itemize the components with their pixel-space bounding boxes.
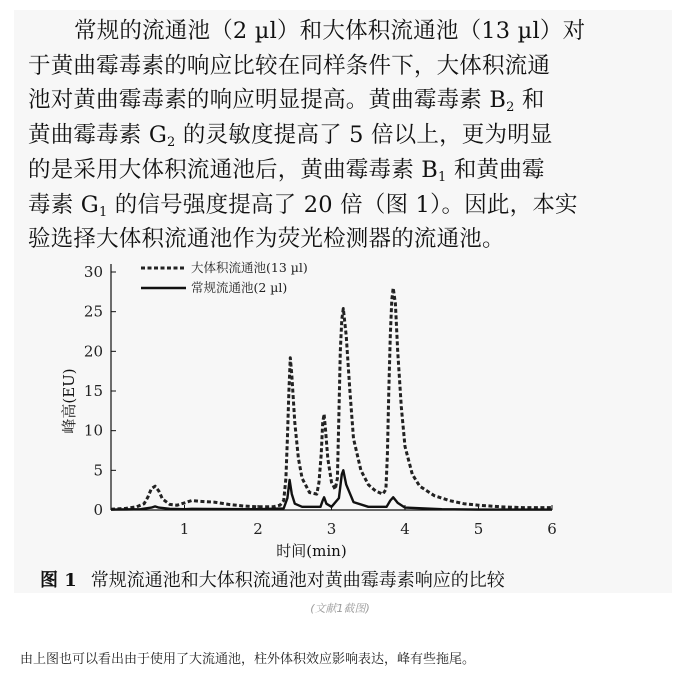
paragraph-line	[28, 188, 593, 223]
figure-caption	[40, 566, 660, 592]
legend-label: 常规流通池(2 µl)	[191, 280, 288, 295]
line-text: 的是采用大体积流通池后，黄曲霉毒素 B	[28, 156, 438, 183]
subscript: 2	[167, 135, 176, 151]
x-tick-label: 5	[473, 520, 484, 538]
chromatogram-chart	[14, 248, 672, 566]
paragraph-line	[28, 118, 593, 153]
body-paragraph	[28, 14, 593, 257]
x-tick-label: 6	[547, 520, 557, 538]
x-tick-label: 3	[326, 520, 337, 538]
paragraph-line	[28, 153, 593, 188]
y-tick-label: 0	[93, 501, 103, 519]
document-excerpt	[14, 10, 672, 593]
figure-number: 图 1	[40, 570, 77, 591]
large-cell-series-line	[111, 288, 552, 509]
commentary-text: 由上图也可以看出由于使用了大流通池，柱外体积效应影响表达，峰有些拖尾。	[20, 652, 476, 667]
paragraph-line: 于黄曲霉毒素的响应比较在同样条件下，大体积流通	[28, 52, 551, 79]
figure-caption-text: 常规流通池和大体积流通池对黄曲霉毒素响应的比较	[90, 570, 505, 591]
x-axis-title: 时间(min)	[276, 542, 347, 560]
subscript: 1	[98, 204, 108, 220]
y-tick-label: 10	[83, 421, 103, 440]
line-text: 和黄曲霉	[446, 156, 545, 183]
subscript: 1	[438, 169, 447, 185]
paragraph-line: 验选择大体积流通池作为荧光检测器的流通池。	[28, 226, 505, 253]
paragraph-line: 常规的流通池（2 µl）和大体积流通池（13 µl）对	[74, 18, 586, 44]
line-text: 毒素 G	[28, 191, 99, 218]
subscript: 2	[506, 100, 515, 116]
y-tick-label: 5	[93, 461, 103, 480]
line-text: 池对黄曲霉毒素的响应明显提高。黄曲霉毒素 B	[28, 87, 507, 114]
line-text: 和	[514, 87, 545, 114]
paragraph-line	[28, 83, 593, 118]
x-tick-label: 4	[400, 520, 410, 538]
line-text: 黄曲霉毒素 G	[28, 122, 168, 149]
legend-label: 大体积流通池(13 µl)	[191, 260, 308, 275]
chart-series	[111, 288, 552, 510]
x-tick-label: 2	[253, 520, 263, 538]
y-axis-title: 峰高(EU)	[60, 368, 78, 434]
line-text: 的灵敏度提高了 5 倍以上，更为明显	[175, 122, 553, 149]
y-tick-label: 15	[83, 382, 103, 400]
line-text: 的信号强度提高了 20 倍（图 1）。因此，本实	[107, 191, 578, 218]
chart-axes	[60, 263, 557, 560]
x-tick-label: 1	[179, 520, 190, 538]
chart-legend	[141, 260, 308, 295]
y-tick-label: 30	[83, 263, 103, 281]
source-note: (文献1截图)	[310, 602, 370, 615]
y-tick-label: 25	[83, 302, 103, 321]
y-tick-label: 20	[83, 342, 103, 361]
